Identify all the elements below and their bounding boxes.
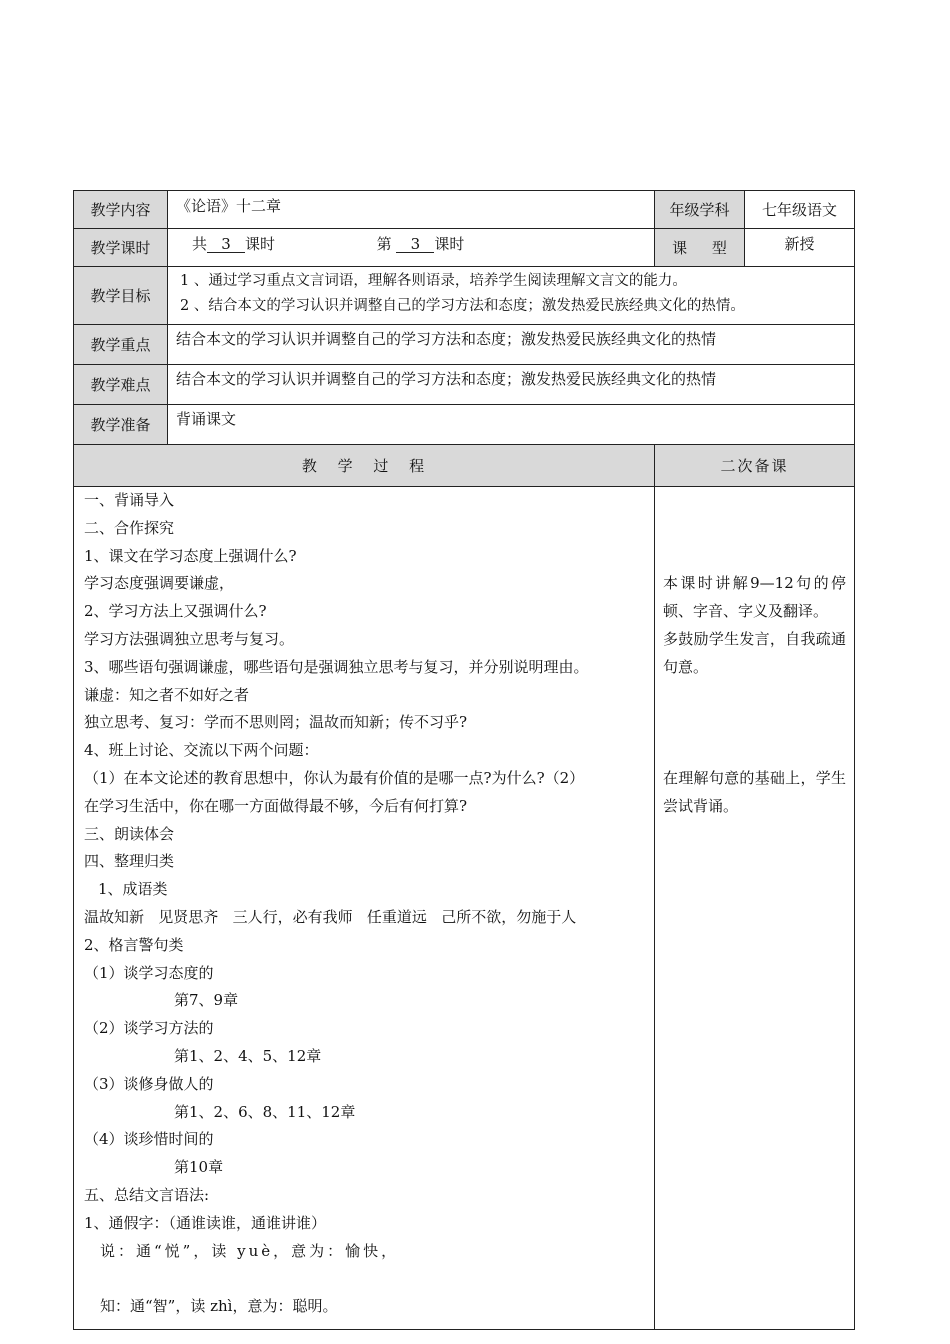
process-line: 4、班上讨论、交流以下两个问题： bbox=[84, 741, 319, 760]
side-note: 在理解句意的基础上，学生尝试背诵。 bbox=[663, 768, 847, 815]
goals-label: 教学目标 bbox=[74, 267, 168, 325]
hours-value bbox=[168, 229, 655, 267]
process-line: 1、通假字：（通谁读谁，通谁讲谁） bbox=[84, 1213, 327, 1232]
side-header: 二次备课 bbox=[655, 445, 855, 487]
difficulties-value: 结合本文的学习认识并调整自己的学习方法和态度；激发热爱民族经典文化的热情 bbox=[168, 365, 855, 405]
spacer bbox=[84, 1265, 644, 1293]
goal-item: 2 、结合本文的学习认识并调整自己的学习方法和态度；激发热爱民族经典文化的热情。 bbox=[180, 298, 745, 314]
process-line: 2、学习方法上又强调什么? bbox=[84, 602, 267, 621]
process-line: 一、背诵导入 bbox=[84, 491, 175, 509]
side-note: 本课时讲解9—12句的停顿、字音、字义及翻译。 bbox=[663, 574, 847, 621]
difficulties-label: 教学难点 bbox=[74, 365, 168, 405]
content-label: 教学内容 bbox=[74, 191, 168, 229]
process-line: 二、合作探究 bbox=[84, 518, 175, 537]
grade-label: 年级学科 bbox=[655, 191, 745, 229]
period-prefix: 第 bbox=[376, 235, 392, 253]
row-hours bbox=[74, 229, 855, 267]
row-key-points bbox=[74, 325, 855, 365]
row-preparation bbox=[74, 405, 855, 445]
row-content bbox=[74, 191, 855, 229]
process-line: 1、课文在学习态度上强调什么? bbox=[84, 546, 297, 565]
preparation-label: 教学准备 bbox=[74, 405, 168, 445]
hours-prefix: 共 bbox=[192, 235, 208, 253]
process-line: 知：通“智”，读 zhì，意为：聪明。 bbox=[100, 1297, 338, 1316]
preparation-value: 背诵课文 bbox=[168, 405, 855, 445]
hours-suffix: 课时 bbox=[245, 235, 276, 253]
process-line: （1）谈学习态度的 bbox=[84, 963, 214, 982]
process-line: 四、整理归类 bbox=[84, 852, 175, 871]
row-process-body bbox=[74, 487, 855, 1330]
row-difficulties bbox=[74, 365, 855, 405]
row-goals bbox=[74, 267, 855, 325]
process-line: 谦虚：知之者不如好之者 bbox=[84, 685, 250, 704]
process-line: 说：通“悦”，读 yuè，意为：愉快， bbox=[100, 1241, 400, 1260]
process-line: （3）谈修身做人的 bbox=[84, 1074, 214, 1093]
goal-item: 1 、通过学习重点文言词语，理解各则语录，培养学生阅读理解文言文的能力。 bbox=[180, 273, 687, 289]
grade-value: 七年级语文 bbox=[745, 191, 855, 229]
process-line: 五、总结文言语法: bbox=[84, 1185, 210, 1204]
process-line: 学习方法强调独立思考与复习。 bbox=[84, 629, 295, 648]
process-line: 三、朗读体会 bbox=[84, 824, 175, 843]
process-line: 独立思考、复习：学而不思则罔；温故而知新；传不习乎? bbox=[84, 713, 468, 732]
process-line: （2）谈学习方法的 bbox=[84, 1019, 214, 1038]
key-points-label: 教学重点 bbox=[74, 325, 168, 365]
period-number: 3 bbox=[396, 236, 434, 253]
process-line: 学习态度强调要谦虚， bbox=[84, 574, 235, 593]
process-content bbox=[74, 487, 655, 1330]
content-value: 《论语》十二章 bbox=[168, 191, 655, 229]
row-process-header bbox=[74, 445, 855, 487]
period-suffix: 课时 bbox=[434, 235, 465, 253]
process-line: （1）在本文论述的教育思想中，你认为最有价值的是哪一点?为什么?（2） bbox=[84, 768, 585, 787]
process-line: 1、成语类 bbox=[98, 880, 168, 899]
process-line: 2、格言警句类 bbox=[84, 935, 184, 954]
type-value: 新授 bbox=[745, 229, 855, 267]
type-label: 课 型 bbox=[655, 229, 745, 267]
goals-list bbox=[168, 267, 855, 325]
process-header: 教 学 过 程 bbox=[74, 445, 655, 487]
process-line: 第7、9章 bbox=[174, 991, 239, 1010]
process-line: 第10章 bbox=[174, 1158, 224, 1177]
lesson-plan-sheet bbox=[73, 190, 854, 1330]
key-points-value: 结合本文的学习认识并调整自己的学习方法和态度；激发热爱民族经典文化的热情 bbox=[168, 325, 855, 365]
process-line: （4）谈珍惜时间的 bbox=[84, 1130, 214, 1149]
process-line: 在学习生活中，你在哪一方面做得最不够，今后有何打算? bbox=[84, 796, 468, 815]
process-line: 第1、2、6、8、11、12章 bbox=[174, 1102, 356, 1121]
hours-total: 3 bbox=[207, 236, 245, 253]
hours-label: 教学课时 bbox=[74, 229, 168, 267]
side-note: 多鼓励学生发言，自我疏通句意。 bbox=[663, 629, 847, 676]
side-notes bbox=[655, 487, 855, 1330]
process-line: 第1、2、4、5、12章 bbox=[174, 1046, 322, 1065]
lesson-plan-table bbox=[73, 190, 855, 1330]
process-line: 温故知新 见贤思齐 三人行，必有我师 任重道远 己所不欲，勿施于人 bbox=[84, 907, 577, 926]
process-line: 3、哪些语句强调谦虚，哪些语句是强调独立思考与复习，并分别说明理由。 bbox=[84, 657, 589, 676]
